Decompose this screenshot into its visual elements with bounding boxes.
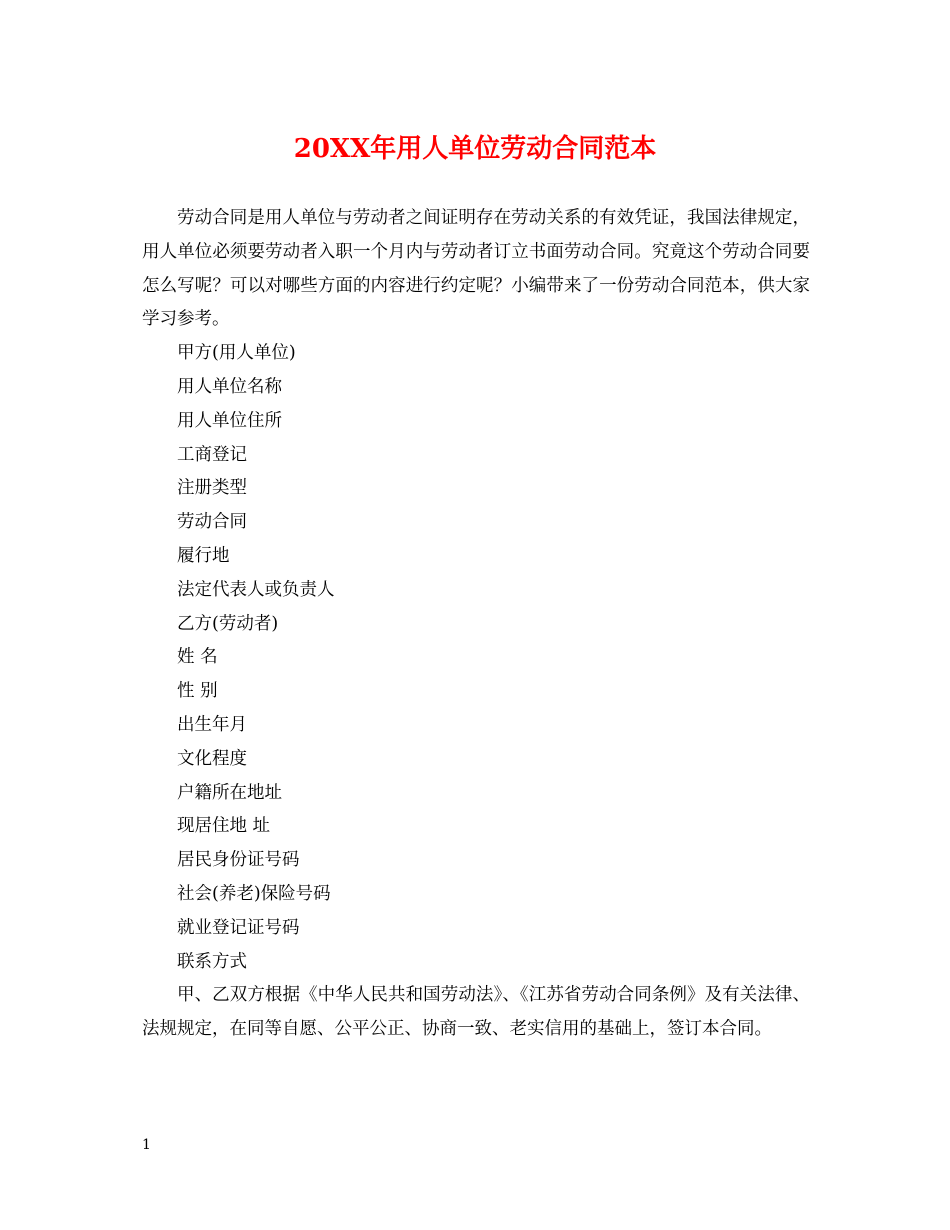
party-a-field-labor-contract: 劳动合同 (177, 512, 247, 533)
party-b-field-name: 姓 名 (177, 647, 218, 668)
party-b-field-gender: 性 别 (177, 681, 218, 702)
party-a-field-unit-address: 用人单位住所 (177, 410, 282, 431)
party-b-field-household-address: 户籍所在地址 (177, 782, 282, 803)
document-title: 20XX年用人单位劳动合同范本 (293, 134, 657, 164)
party-b-field-id-number: 居民身份证号码 (177, 850, 300, 871)
party-b-field-contact: 联系方式 (177, 951, 247, 972)
party-b-field-birth-date: 出生年月 (177, 714, 247, 735)
party-b-field-education: 文化程度 (177, 748, 247, 769)
page-number: 1 (142, 1137, 151, 1153)
party-b-heading: 乙方(劳动者) (177, 613, 279, 634)
party-a-heading: 甲方(用人单位) (177, 343, 296, 364)
party-a-field-business-registration: 工商登记 (177, 444, 247, 465)
party-a-field-registration-type: 注册类型 (177, 478, 247, 499)
party-b-field-current-address: 现居住地 址 (177, 816, 271, 837)
party-a-field-legal-representative: 法定代表人或负责人 (177, 579, 335, 600)
document-body (142, 202, 810, 1047)
party-b-field-employment-registration: 就业登记证号码 (177, 917, 300, 938)
party-a-field-unit-name: 用人单位名称 (177, 376, 282, 397)
party-a-field-performance-place: 履行地 (177, 545, 230, 566)
closing-paragraph: 甲、乙双方根据《中华人民共和国劳动法》、《江苏省劳动合同条例》及有关法律、法规规定，在同等自愿、公平公正、协商一致、老实信用的基础上，签订本合同。 (142, 985, 810, 1040)
intro-paragraph: 劳动合同是用人单位与劳动者之间证明存在劳动关系的有效凭证，我国法律规定，用人单位必须要劳动者入职一个月内与劳动者订立书面劳动合同。究竟这个劳动合同要怎么写呢？可以对哪些方面的内容进行约定呢？小编带来了一份劳动合同范本，供大家学习参考。 (142, 208, 810, 330)
party-b-field-insurance-number: 社会(养老)保险号码 (177, 883, 331, 904)
